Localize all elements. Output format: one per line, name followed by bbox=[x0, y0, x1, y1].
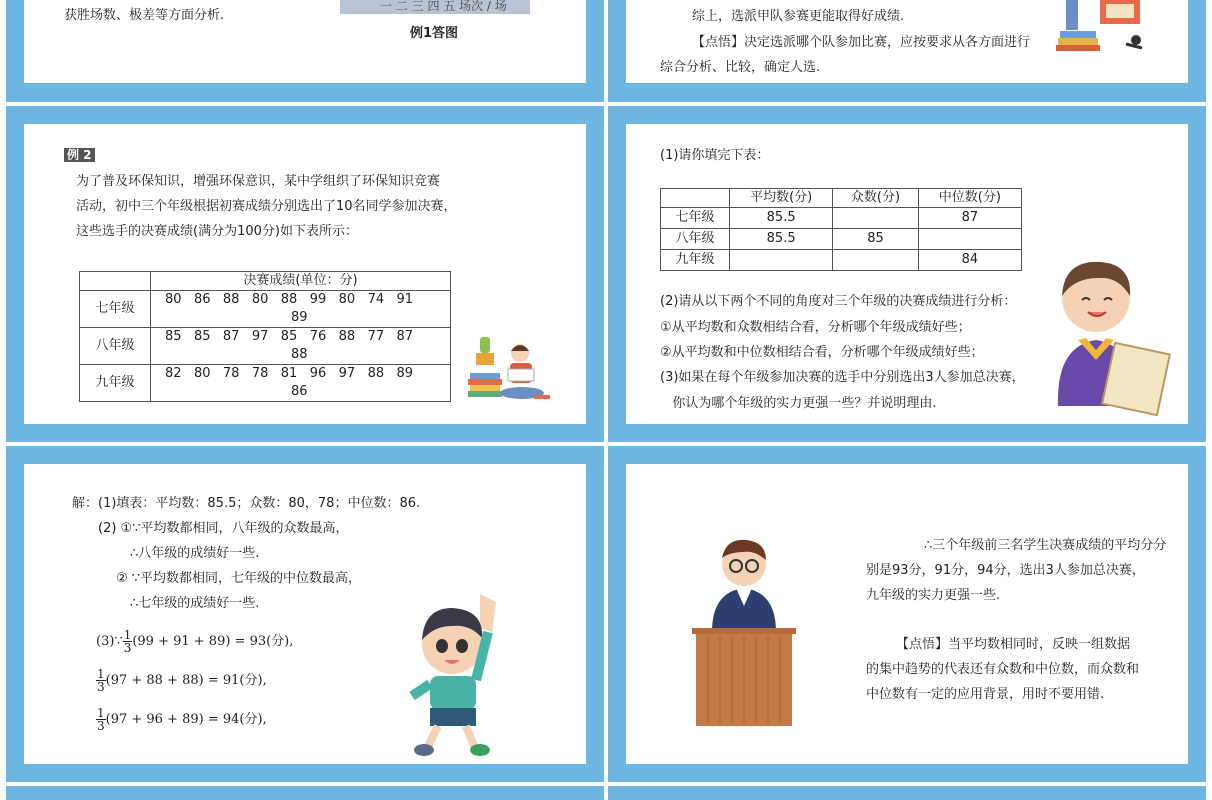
slide-7[interactable] bbox=[6, 786, 604, 800]
grade-cell: 九年级 bbox=[661, 250, 730, 271]
equation-3-body: (97 + 96 + 89) = 94(分), bbox=[105, 712, 267, 727]
table-row bbox=[661, 208, 1022, 229]
fraction-one-third bbox=[96, 668, 106, 693]
conclusion-line-2: 别是93分，91分，94分，选出3人参加总决赛， bbox=[866, 563, 1145, 578]
equation-2 bbox=[96, 667, 267, 695]
scores-cell bbox=[151, 328, 451, 365]
table-corner-cell bbox=[80, 272, 151, 291]
chart-axis-label: 一 二 三 四 五 场次 / 场 bbox=[380, 0, 507, 13]
slide-3-panel bbox=[24, 124, 586, 424]
slide-1[interactable] bbox=[6, 0, 604, 102]
mean-cell: 85.5 bbox=[730, 229, 833, 250]
table-header-cell: 决赛成绩(单位：分) bbox=[151, 272, 451, 291]
slide-6[interactable] bbox=[608, 446, 1206, 782]
cheering-boy-illustration bbox=[400, 588, 510, 758]
mode-cell: 85 bbox=[833, 229, 918, 250]
scores-line-extra: 89 bbox=[291, 310, 308, 325]
solution-line-4: ② ∵平均数都相同，七年级的中位数最高， bbox=[116, 571, 362, 586]
header-median: 中位数(分) bbox=[918, 189, 1021, 208]
slide-5-panel bbox=[24, 464, 586, 764]
header-mode: 众数(分) bbox=[833, 189, 918, 208]
table-row bbox=[80, 328, 451, 365]
solution-line-3: ∴八年级的成绩好一些. bbox=[130, 546, 260, 561]
problem-line-1: 为了普及环保知识，增强环保意识，某中学组织了环保知识竞赛 bbox=[76, 174, 441, 189]
fraction-denominator: 3 bbox=[97, 719, 105, 733]
slide-2-line1: 综上，选派甲队参赛更能取得好成绩. bbox=[692, 9, 905, 24]
scores-line-extra: 86 bbox=[291, 384, 308, 399]
mode-cell bbox=[833, 250, 918, 271]
mean-cell bbox=[730, 250, 833, 271]
fraction-denominator: 3 bbox=[97, 680, 105, 694]
conclusion-line-3: 九年级的实力更强一些. bbox=[866, 588, 1001, 603]
chart-axis-strip bbox=[340, 0, 530, 14]
teacher-at-podium-illustration bbox=[690, 532, 800, 728]
solution-line-2: (2) ①∵平均数都相同，八年级的众数最高， bbox=[98, 521, 349, 536]
fraction-one-third bbox=[96, 707, 106, 732]
slide-2-panel bbox=[626, 0, 1188, 83]
equation-1-body: (99 + 91 + 89) = 93(分), bbox=[132, 634, 294, 649]
question-3: (3)如果在每个年级参加决赛的选手中分别选出3人参加总决赛， bbox=[660, 370, 1025, 385]
scores-line: 80 86 88 80 88 99 80 74 91 bbox=[165, 292, 414, 307]
grade-cell: 七年级 bbox=[80, 291, 151, 328]
reading-kid-illustration bbox=[1056, 0, 1156, 56]
problem-line-3: 这些选手的决赛成绩(满分为100分)如下表所示： bbox=[76, 224, 358, 239]
slide-3[interactable] bbox=[6, 106, 604, 442]
table-header-row bbox=[661, 189, 1022, 208]
problem-line-2: 活动，初中三个年级根据初赛成绩分别选出了10名同学参加决赛， bbox=[76, 199, 457, 214]
table-row bbox=[80, 291, 451, 328]
boy-holding-paper-illustration bbox=[1044, 256, 1174, 416]
scores-cell bbox=[151, 291, 451, 328]
question-2-part1: ①从平均数和众数相结合看，分析哪个年级成绩好些； bbox=[660, 320, 971, 335]
equation-1-prefix: (3)∵ bbox=[96, 634, 123, 649]
median-cell: 84 bbox=[918, 250, 1021, 271]
slide-1-panel bbox=[24, 0, 586, 83]
mode-cell bbox=[833, 208, 918, 229]
slide-1-text: 获胜场数、极差等方面分析. bbox=[64, 8, 225, 23]
median-cell: 87 bbox=[918, 208, 1021, 229]
question-2: (2)请从以下两个不同的角度对三个年级的决赛成绩进行分析： bbox=[660, 294, 1017, 309]
slide-2-line3: 综合分析、比较，确定人选. bbox=[660, 60, 821, 75]
question-2-part2: ②从平均数和中位数相结合看，分析哪个年级成绩好些； bbox=[660, 345, 984, 360]
question-1: (1)请你填完下表： bbox=[660, 148, 770, 163]
table-corner-cell bbox=[661, 189, 730, 208]
grade-cell: 七年级 bbox=[661, 208, 730, 229]
equation-3 bbox=[96, 706, 267, 734]
slide-6-panel bbox=[626, 464, 1188, 764]
slide-5[interactable] bbox=[6, 446, 604, 782]
tip-line-1: 【点悟】当平均数相同时，反映一组数据 bbox=[896, 637, 1131, 652]
grade-cell: 九年级 bbox=[80, 365, 151, 402]
equation-2-body: (97 + 88 + 88) = 91(分), bbox=[105, 673, 267, 688]
fraction-numerator: 1 bbox=[97, 706, 105, 720]
header-mean: 平均数(分) bbox=[730, 189, 833, 208]
equation-1 bbox=[96, 628, 293, 656]
scores-table bbox=[79, 271, 451, 402]
stats-table bbox=[660, 188, 1022, 271]
scores-cell bbox=[151, 365, 451, 402]
solution-line-1: 解：(1)填表：平均数：85.5；众数：80，78；中位数：86. bbox=[72, 496, 421, 511]
example-label: 例 2 bbox=[64, 148, 95, 162]
tip-line-3: 中位数有一定的应用背景，用时不要用错. bbox=[866, 687, 1105, 702]
slide-4-panel bbox=[626, 124, 1188, 424]
conclusion-line-1: ∴三个年级前三名学生决赛成绩的平均分分 bbox=[924, 538, 1167, 553]
median-cell bbox=[918, 229, 1021, 250]
grade-cell: 八年级 bbox=[661, 229, 730, 250]
slide-2-line2: 【点悟】决定选派哪个队参加比赛，应按要求从各方面进行 bbox=[692, 35, 1031, 50]
slide-2[interactable] bbox=[608, 0, 1206, 102]
fraction-one-third bbox=[123, 629, 133, 654]
table-row bbox=[80, 365, 451, 402]
slide-8[interactable] bbox=[608, 786, 1206, 800]
scores-line-extra: 88 bbox=[291, 347, 308, 362]
scores-line: 85 85 87 97 85 76 88 77 87 bbox=[165, 329, 414, 344]
chart-caption: 例1答图 bbox=[410, 26, 459, 41]
solution-line-5: ∴七年级的成绩好一些. bbox=[130, 596, 260, 611]
fraction-denominator: 3 bbox=[123, 641, 132, 655]
mean-cell: 85.5 bbox=[730, 208, 833, 229]
slide-4[interactable] bbox=[608, 106, 1206, 442]
fraction-numerator: 1 bbox=[97, 667, 105, 681]
scores-line: 82 80 78 78 81 96 97 88 89 bbox=[165, 366, 414, 381]
fraction-numerator: 1 bbox=[123, 628, 132, 642]
grade-cell: 八年级 bbox=[80, 328, 151, 365]
reading-child-illustration bbox=[464, 329, 554, 409]
table-row bbox=[661, 250, 1022, 271]
tip-line-2: 的集中趋势的代表还有众数和中位数，而众数和 bbox=[866, 662, 1140, 677]
question-3-cont: 你认为哪个年级的实力更强一些？并说明理由. bbox=[660, 396, 937, 411]
table-row bbox=[661, 229, 1022, 250]
